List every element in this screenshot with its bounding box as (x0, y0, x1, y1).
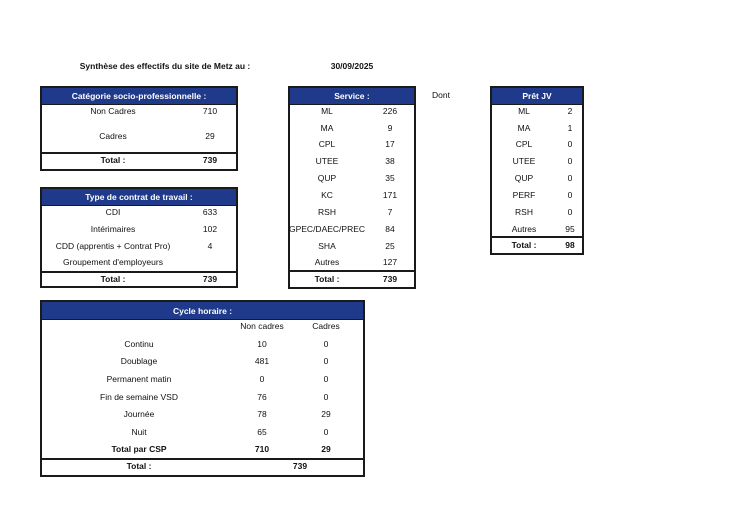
row-value: 7 (387, 207, 393, 217)
row-value: 127 (382, 257, 398, 267)
non-cadres-value: 65 (257, 427, 267, 437)
col-cadres: Cadres (312, 321, 340, 331)
row-label: KC (321, 190, 333, 200)
row-value: 2 (567, 106, 573, 116)
row-value: 84 (385, 224, 395, 234)
total-label: Total : (314, 274, 340, 284)
row-label: UTEE (315, 156, 339, 166)
total-divider (42, 458, 363, 460)
total-label: Total : (126, 461, 152, 471)
row-label: Permanent matin (106, 374, 172, 384)
total-divider (492, 236, 582, 238)
row-label: Doublage (120, 356, 158, 366)
row-label: CPL (515, 139, 533, 149)
report-title: Synthèse des effectifs du site de Metz au : (79, 61, 251, 71)
row-label: PERF (512, 190, 536, 200)
non-cadres-value: 10 (257, 339, 267, 349)
total-value: 739 (202, 274, 218, 284)
csp-header: Catégorie socio-professionnelle : (42, 88, 236, 105)
row-label: CDI (105, 207, 121, 217)
pret-header: Prêt JV (492, 88, 582, 105)
total-divider (290, 270, 414, 272)
row-label: Journée (123, 409, 155, 419)
row-label: QUP (317, 173, 337, 183)
row-value: 95 (565, 224, 575, 234)
row-label: SHA (318, 241, 336, 251)
cadres-value: 0 (323, 339, 329, 349)
subtotal-cadres: 29 (321, 444, 331, 454)
row-value: 29 (205, 131, 215, 141)
subtotal-label: Total par CSP (111, 444, 167, 454)
total-divider (42, 152, 236, 154)
cadres-value: 29 (321, 409, 331, 419)
service-header: Service : (290, 88, 414, 105)
row-label: ML (321, 106, 333, 116)
row-value: 0 (567, 139, 573, 149)
cycle-header: Cycle horaire : (42, 302, 363, 320)
row-value: 1 (567, 123, 573, 133)
row-label: Intérimaires (90, 224, 136, 234)
row-label: Non Cadres (90, 106, 136, 116)
row-label: Fin de semaine VSD (100, 392, 178, 402)
row-label: GPEC/DAEC/PREC (288, 224, 366, 234)
row-value: 0 (567, 207, 573, 217)
cadres-value: 0 (323, 356, 329, 366)
total-divider (42, 271, 236, 273)
row-label: QUP (514, 173, 534, 183)
row-value: 35 (385, 173, 395, 183)
row-label: CPL (318, 139, 336, 149)
row-value: 102 (202, 224, 218, 234)
non-cadres-value: 481 (254, 356, 270, 366)
non-cadres-value: 0 (259, 374, 265, 384)
row-value: 38 (385, 156, 395, 166)
row-label: ML (518, 106, 530, 116)
row-value: 0 (567, 156, 573, 166)
non-cadres-value: 76 (257, 392, 267, 402)
total-value: 739 (292, 461, 308, 471)
dont-label: Dont (432, 90, 450, 100)
total-label: Total : (511, 240, 537, 250)
row-value: 17 (385, 139, 395, 149)
col-non-cadres: Non cadres (240, 321, 284, 331)
row-label: UTEE (512, 156, 536, 166)
row-label: Autres (314, 257, 340, 267)
row-label: MA (320, 123, 334, 133)
cadres-value: 0 (323, 427, 329, 437)
report-date: 30/09/2025 (330, 61, 374, 71)
cadres-value: 0 (323, 392, 329, 402)
row-value: 4 (207, 241, 213, 251)
row-label: Continu (124, 339, 154, 349)
total-value: 739 (382, 274, 398, 284)
row-label: RSH (515, 207, 533, 217)
total-value: 98 (565, 240, 575, 250)
row-value: 0 (567, 173, 573, 183)
row-value: 25 (385, 241, 395, 251)
row-value: 0 (567, 190, 573, 200)
row-label: RSH (318, 207, 336, 217)
row-value: 171 (382, 190, 398, 200)
total-label: Total : (100, 155, 126, 165)
contrat-table (40, 187, 238, 288)
row-label: Cadres (99, 131, 127, 141)
row-label: Groupement d'employeurs (63, 257, 163, 267)
contrat-header: Type de contrat de travail : (42, 189, 236, 206)
row-value: 226 (382, 106, 398, 116)
subtotal-non-cadres: 710 (254, 444, 270, 454)
total-value: 739 (202, 155, 218, 165)
row-label: MA (517, 123, 531, 133)
non-cadres-value: 78 (257, 409, 267, 419)
row-label: Autres (511, 224, 537, 234)
total-label: Total : (100, 274, 126, 284)
row-label: Nuit (131, 427, 147, 437)
row-value: 633 (202, 207, 218, 217)
row-value: 9 (387, 123, 393, 133)
cadres-value: 0 (323, 374, 329, 384)
row-value: 710 (202, 106, 218, 116)
row-label: CDD (apprentis + Contrat Pro) (55, 241, 171, 251)
